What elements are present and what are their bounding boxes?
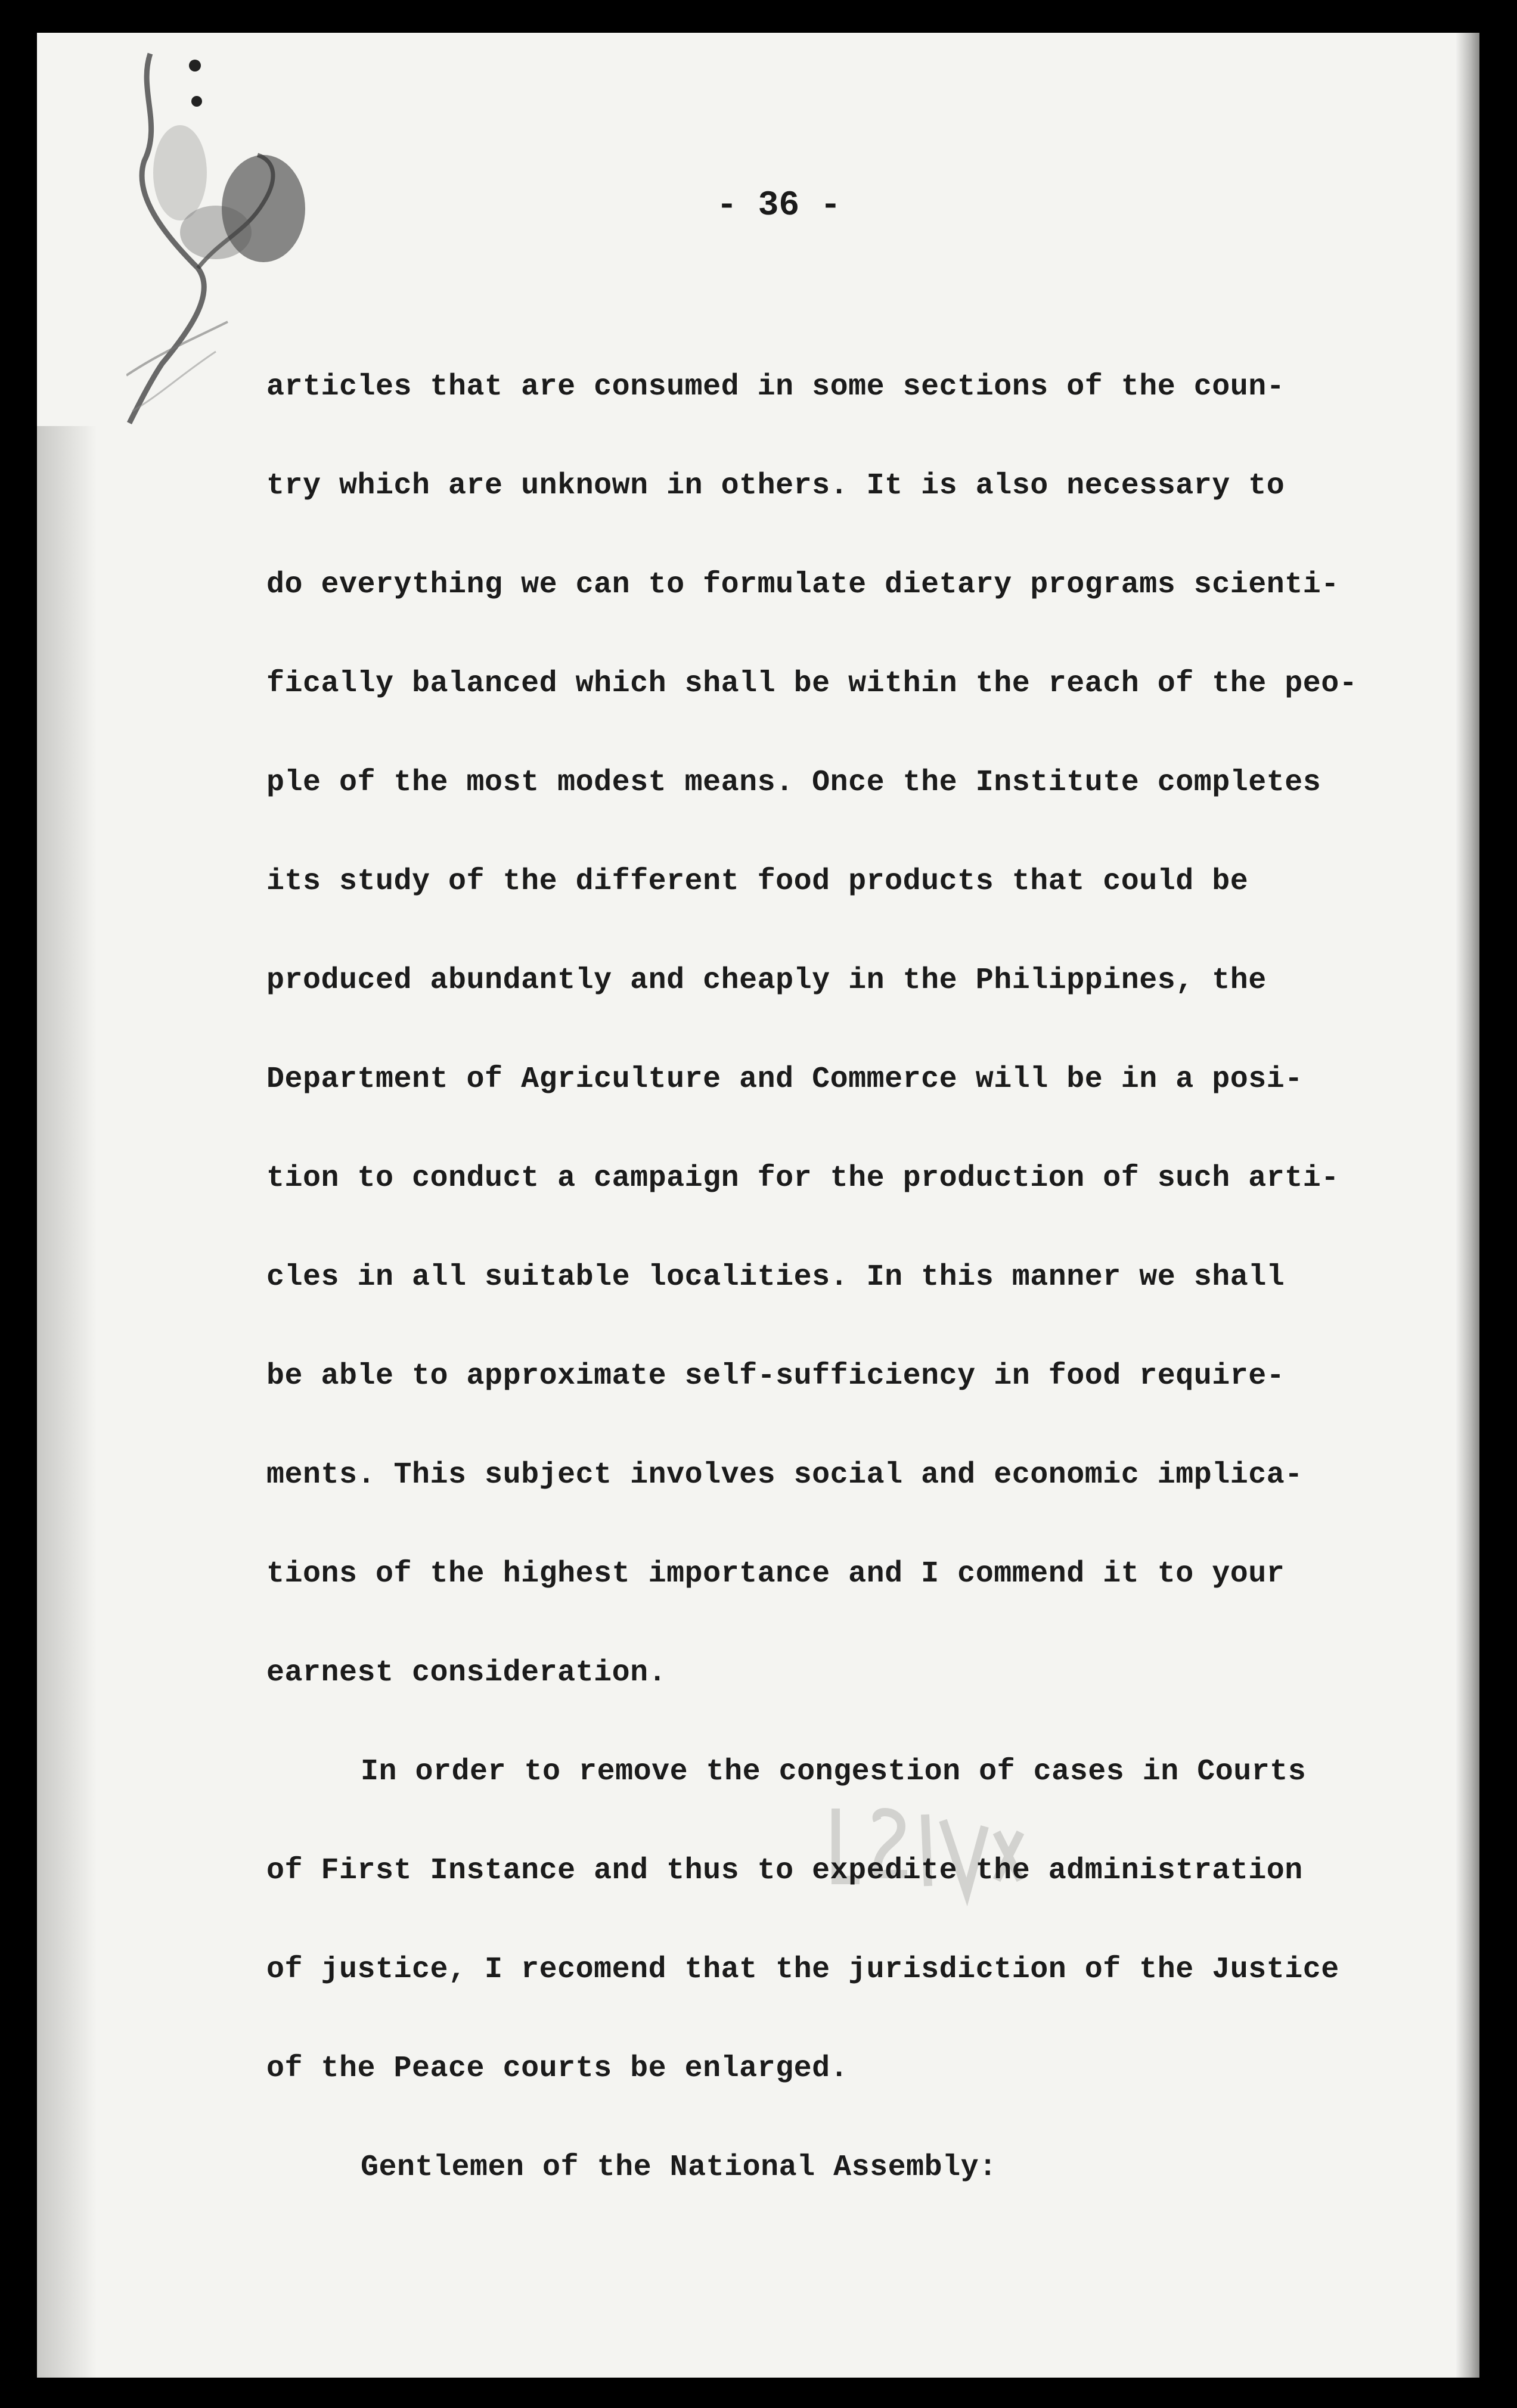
text-line: Department of Agriculture and Commerce will be in a posi- (266, 1062, 1303, 1096)
text-line: In order to remove the congestion of cases in Courts (361, 1755, 1307, 1789)
text-line: tions of the highest importance and I commend it to your (266, 1557, 1285, 1591)
text-line: try which are unknown in others. It is also necessary to (266, 469, 1285, 503)
text-line: of the Peace courts be enlarged. (266, 2052, 849, 2086)
document-body (266, 363, 1399, 2243)
text-line: tion to conduct a campaign for the production of such arti- (266, 1161, 1339, 1195)
text-line: of First Instance and thus to expedite the administration (266, 1854, 1303, 1888)
text-line: cles in all suitable localities. In this manner we shall (266, 1260, 1285, 1294)
text-line: fically balanced which shall be within the reach of the peo- (266, 667, 1358, 701)
text-line: be able to approximate self-sufficiency in food require- (266, 1359, 1285, 1393)
document-page (37, 33, 1479, 2378)
text-line: ments. This subject involves social and economic implica- (266, 1458, 1303, 1492)
text-line: of justice, I recomend that the jurisdiction of the Justice (266, 1953, 1339, 1987)
text-line: produced abundantly and cheaply in the Philippines, the (266, 964, 1267, 998)
salutation: Gentlemen of the National Assembly: (361, 2151, 997, 2185)
text-line: do everything we can to formulate dietary programs scienti- (266, 568, 1339, 602)
text-line: articles that are consumed in some sections of the coun- (266, 370, 1285, 404)
text-line: its study of the different food products that could be (266, 865, 1249, 899)
page-number: - 36 - (716, 187, 841, 225)
text-line: ple of the most modest means. Once the Institute completes (266, 766, 1321, 800)
page-shadow-left (37, 426, 97, 2378)
page-edge-right (1456, 33, 1479, 2378)
text-line: earnest consideration. (266, 1656, 667, 1690)
